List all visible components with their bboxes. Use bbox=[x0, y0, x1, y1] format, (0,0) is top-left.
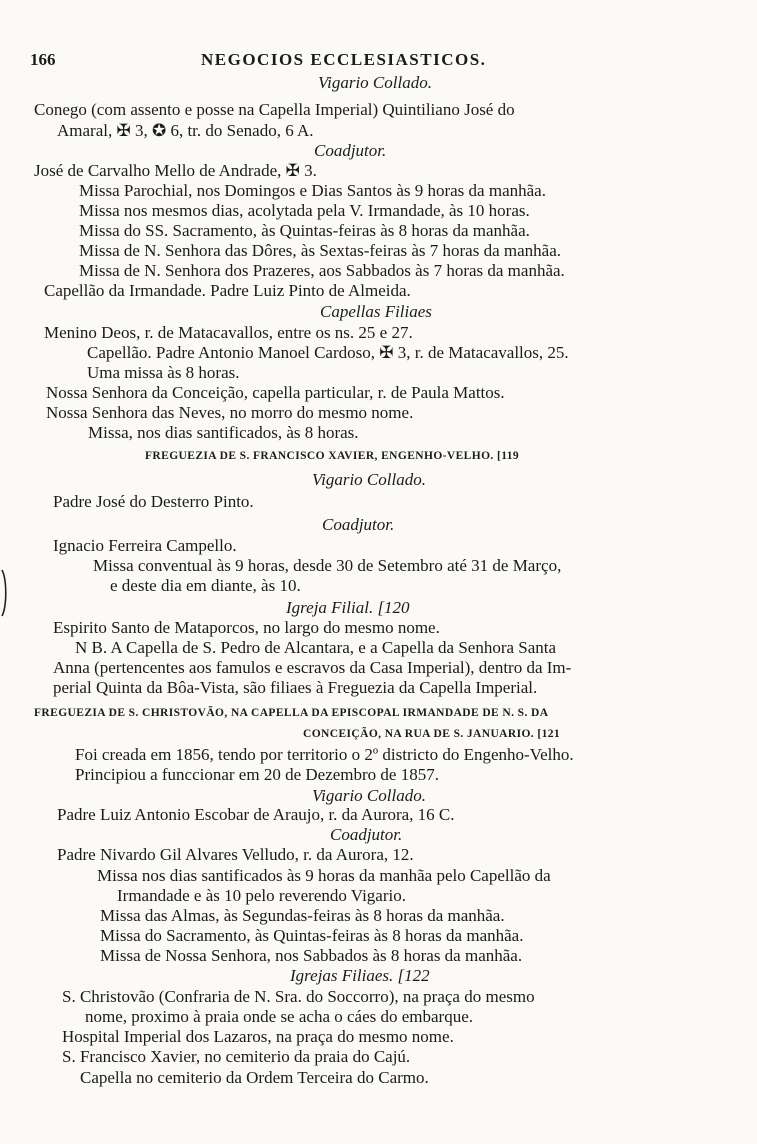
text-line: Missa nos dias santificados às 9 horas da manhãa pelo Capellão da bbox=[97, 866, 551, 885]
text-line: José de Carvalho Mello de Andrade, ✠ 3. bbox=[34, 161, 317, 180]
text-line: Missa Parochial, nos Domingos e Dias Santos às 9 horas da manhãa. bbox=[79, 181, 546, 200]
margin-bracket-mark bbox=[0, 568, 8, 618]
text-line: Ignacio Ferreira Campello. bbox=[53, 536, 237, 555]
section-heading: Igrejas Filiaes. [122 bbox=[290, 966, 430, 985]
text-line: Nossa Senhora das Neves, no morro do mesmo nome. bbox=[46, 403, 414, 422]
text-line: Padre Luiz Antonio Escobar de Araujo, r. da Aurora, 16 C. bbox=[57, 805, 455, 824]
section-heading: Capellas Filiaes bbox=[320, 302, 432, 321]
text-line: Espirito Santo de Mataporcos, no largo do mesmo nome. bbox=[53, 618, 440, 637]
text-line: Amaral, ✠ 3, ✪ 6, tr. do Senado, 6 A. bbox=[57, 121, 314, 140]
text-line: e deste dia em diante, às 10. bbox=[110, 576, 301, 595]
text-line: Menino Deos, r. de Matacavallos, entre os ns. 25 e 27. bbox=[44, 323, 413, 342]
text-line: Missa, nos dias santificados, às 8 horas. bbox=[88, 423, 359, 442]
page-number: 166 bbox=[30, 50, 56, 69]
section-heading: Coadjutor. bbox=[330, 825, 403, 844]
text-line: Missa nos mesmos dias, acolytada pela V. Irmandade, às 10 horas. bbox=[79, 201, 530, 220]
text-line: Padre José do Desterro Pinto. bbox=[53, 492, 254, 511]
text-line: Capella no cemiterio da Ordem Terceira do Carmo. bbox=[80, 1068, 429, 1087]
text-line: Missa de Nossa Senhora, nos Sabbados às 8 horas da manhãa. bbox=[100, 946, 523, 965]
text-line: Uma missa às 8 horas. bbox=[87, 363, 240, 382]
text-line: S. Christovão (Confraria de N. Sra. do Soccorro), na praça do mesmo bbox=[62, 987, 535, 1006]
text-line: S. Francisco Xavier, no cemiterio da praia do Cajú. bbox=[62, 1047, 411, 1066]
text-line: Nossa Senhora da Conceição, capella particular, r. de Paula Mattos. bbox=[46, 383, 505, 402]
text-line: perial Quinta da Bôa-Vista, são filiaes à Freguezia da Capella Imperial. bbox=[53, 678, 538, 697]
text-line: Missa conventual às 9 horas, desde 30 de Setembro até 31 de Março, bbox=[93, 556, 562, 575]
parish-heading: FREGUEZIA DE S. CHRISTOVÃO, NA CAPELLA DA EPISCOPAL IRMANDADE DE N. S. DA bbox=[34, 707, 549, 719]
text-line: Conego (com assento e posse na Capella Imperial) Quintiliano José do bbox=[34, 100, 515, 119]
text-line: Missa das Almas, às Segundas-feiras às 8 horas da manhãa. bbox=[100, 906, 505, 925]
text-line: Missa do SS. Sacramento, às Quintas-feiras às 8 horas da manhãa. bbox=[79, 221, 530, 240]
text-line: Capellão. Padre Antonio Manoel Cardoso, ✠ 3, r. de Matacavallos, 25. bbox=[87, 343, 569, 362]
section-heading: Vigario Collado. bbox=[312, 470, 426, 489]
parish-heading: CONCEIÇÃO, NA RUA DE S. JANUARIO. [121 bbox=[303, 728, 561, 740]
text-line: Irmandade e às 10 pelo reverendo Vigario. bbox=[117, 886, 406, 905]
text-line: Hospital Imperial dos Lazaros, na praça do mesmo nome. bbox=[62, 1027, 454, 1046]
text-line: Anna (pertencentes aos famulos e escravos da Casa Imperial), dentro da Im- bbox=[53, 658, 572, 677]
text-line: Principiou a funccionar em 20 de Dezembro de 1857. bbox=[75, 765, 439, 784]
text-line: Capellão da Irmandade. Padre Luiz Pinto de Almeida. bbox=[44, 281, 411, 300]
section-heading: Coadjutor. bbox=[322, 515, 395, 534]
text-line: Missa de N. Senhora dos Prazeres, aos Sabbados às 7 horas da manhãa. bbox=[79, 261, 565, 280]
page-title: NEGOCIOS ECCLESIASTICOS. bbox=[201, 50, 487, 69]
text-line: N B. A Capella de S. Pedro de Alcantara, e a Capella da Senhora Santa bbox=[75, 638, 557, 657]
section-heading: Vigario Collado. bbox=[312, 786, 426, 805]
section-heading: Igreja Filial. [120 bbox=[286, 598, 410, 617]
text-line: nome, proximo à praia onde se acha o cáes do embarque. bbox=[85, 1007, 474, 1026]
text-line: Foi creada em 1856, tendo por territorio o 2º districto do Engenho-Velho. bbox=[75, 745, 574, 764]
text-line: Missa do Sacramento, às Quintas-feiras às 8 horas da manhãa. bbox=[100, 926, 524, 945]
text-line: Missa de N. Senhora das Dôres, às Sextas-feiras às 7 horas da manhãa. bbox=[79, 241, 562, 260]
section-heading: Coadjutor. bbox=[314, 141, 387, 160]
section-heading: Vigario Collado. bbox=[318, 73, 432, 92]
parish-heading: FREGUEZIA DE S. FRANCISCO XAVIER, ENGENHO-VELHO. [119 bbox=[145, 450, 520, 462]
text-line: Padre Nivardo Gil Alvares Velludo, r. da Aurora, 12. bbox=[57, 845, 414, 864]
